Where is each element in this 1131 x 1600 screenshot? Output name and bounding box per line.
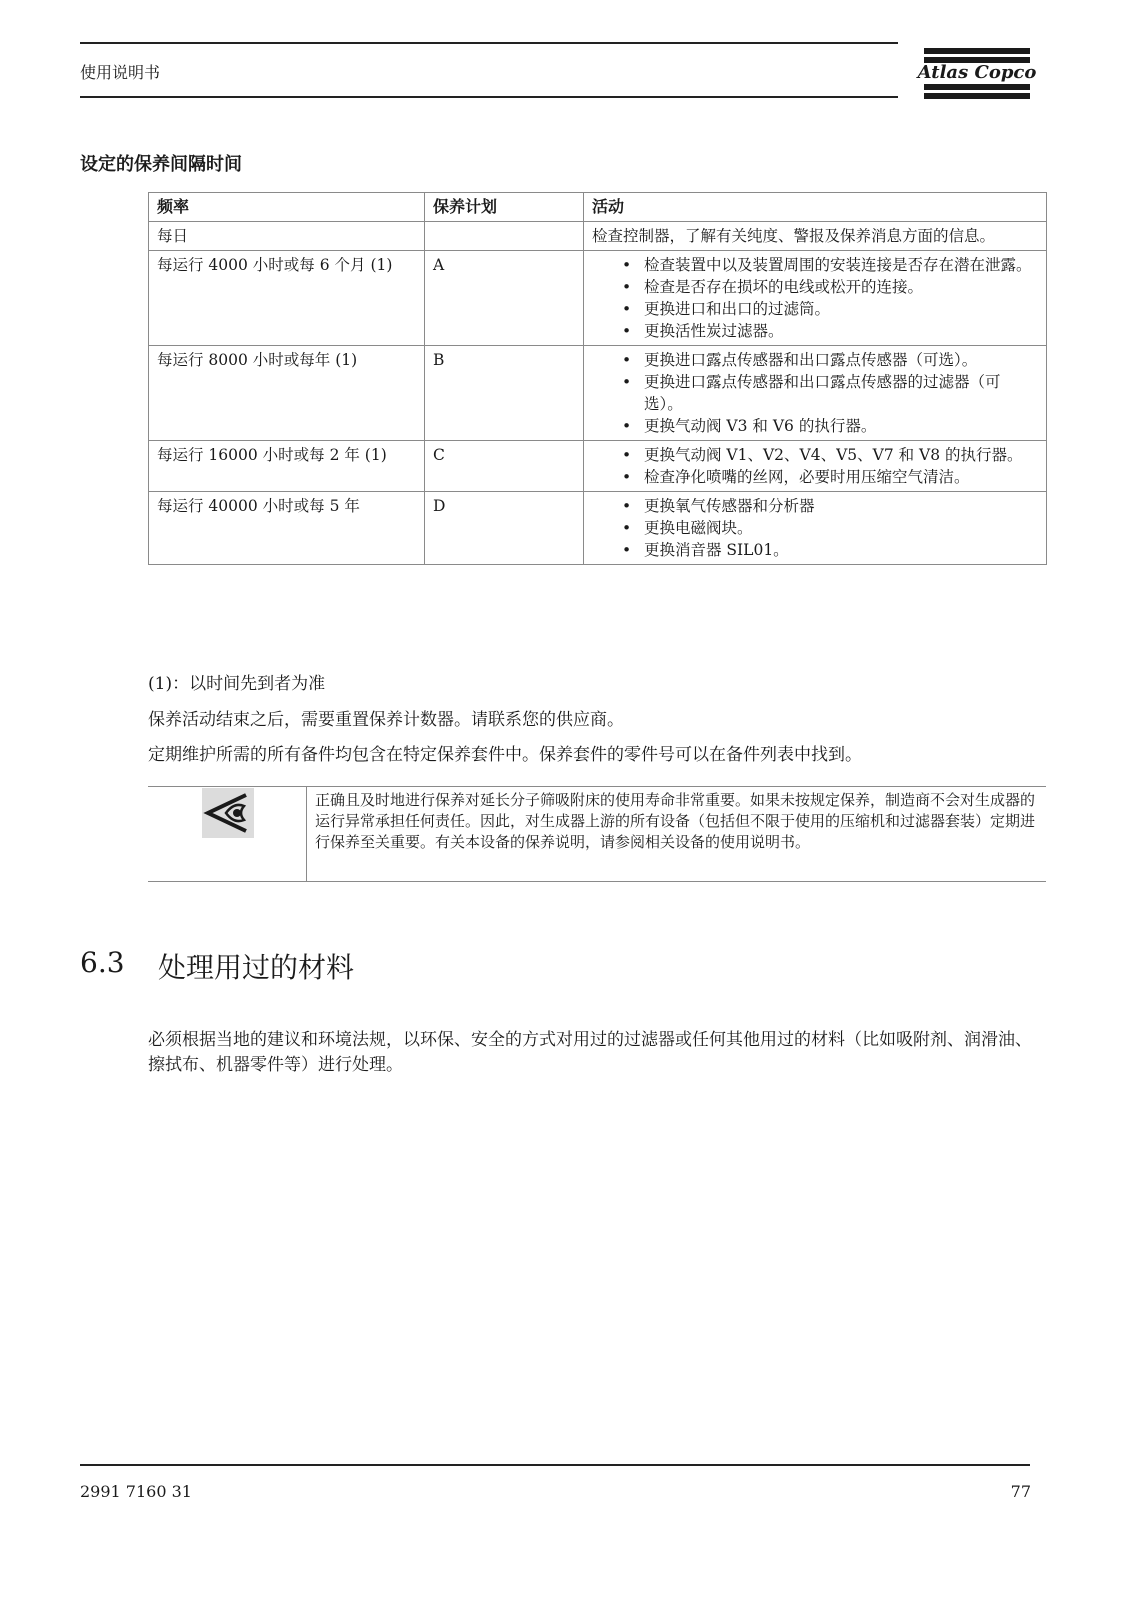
activity-item: • 更换消音器 SIL01。 (636, 539, 1038, 561)
plan-cell: B (425, 346, 584, 441)
disposal-paragraph: 必须根据当地的建议和环境法规，以环保、安全的方式对用过的过滤器或任何其他用过的材料（比如吸附剂、润滑油、擦拭布、机器零件等）进行处理。 (148, 1030, 1032, 1075)
reset-counter-paragraph: 保养活动结束之后，需要重置保养计数器。请联系您的供应商。 (148, 710, 624, 730)
table-row (149, 222, 1047, 251)
plan-cell: A (425, 251, 584, 346)
frequency-cell: 每运行 16000 小时或每 2 年 (1) (149, 441, 425, 492)
header-title: 使用说明书 (80, 63, 161, 82)
activity-cell: 检查控制器，了解有关纯度、警报及保养消息方面的信息。 (584, 222, 1047, 251)
activity-item: • 检查净化喷嘴的丝网，必要时用压缩空气清洁。 (636, 466, 1038, 488)
page-number: 77 (1010, 1482, 1031, 1501)
activity-list (592, 495, 1038, 561)
column-header-plan: 保养计划 (425, 193, 584, 222)
plan-cell: D (425, 492, 584, 565)
activity-item: • 更换气动阀 V3 和 V6 的执行器。 (636, 415, 1038, 437)
frequency-cell: 每运行 40000 小时或每 5 年 (149, 492, 425, 565)
footer-rule (80, 1464, 1030, 1466)
header-rule-bottom (80, 96, 898, 98)
activity-item: • 检查是否存在损坏的电线或松开的连接。 (636, 276, 1038, 298)
service-kits-paragraph: 定期维护所需的所有备件均包含在特定保养套件中。保养套件的零件号可以在备件列表中找到。 (148, 745, 862, 765)
activity-item: • 更换气动阀 V1、V2、V4、V5、V7 和 V8 的执行器。 (636, 444, 1038, 466)
activity-cell (584, 441, 1047, 492)
activity-item: • 更换进口和出口的过滤筒。 (636, 298, 1038, 320)
header-rule-top (80, 42, 898, 44)
activity-item: • 更换电磁阀块。 (636, 517, 1038, 539)
document-number: 2991 7160 31 (80, 1482, 192, 1501)
atlas-copco-logo (917, 46, 1037, 100)
activity-item: • 检查装置中以及装置周围的安装连接是否存在潜在泄露。 (636, 254, 1038, 276)
activity-cell (584, 492, 1047, 565)
table-row (149, 251, 1047, 346)
table-row (149, 441, 1047, 492)
table-header-row (149, 193, 1047, 222)
section-heading: 设定的保养间隔时间 (80, 154, 242, 175)
activity-list (592, 349, 1038, 437)
activity-item: • 更换活性炭过滤器。 (636, 320, 1038, 342)
read-manual-eye-icon (202, 788, 254, 838)
frequency-cell: 每运行 4000 小时或每 6 个月 (1) (149, 251, 425, 346)
plan-cell (425, 222, 584, 251)
activity-list (592, 254, 1038, 342)
activity-item: • 更换氧气传感器和分析器 (636, 495, 1038, 517)
activity-cell (584, 251, 1047, 346)
notice-divider (306, 786, 307, 882)
notice-text: 正确且及时地进行保养对延长分子筛吸附床的使用寿命非常重要。如果未按规定保养，制造商不会对生成器的运行异常承担任何责任。因此，对生成器上游的所有设备（包括但不限于使用的压缩机和过滤器套装）定期进行保养至关重要。有关本设备的保养说明，请参阅相关设备的使用说明书。 (315, 791, 1036, 851)
table-row (149, 346, 1047, 441)
activity-list (592, 444, 1038, 488)
column-header-activity: 活动 (584, 193, 1047, 222)
frequency-cell: 每日 (149, 222, 425, 251)
frequency-cell: 每运行 8000 小时或每年 (1) (149, 346, 425, 441)
plan-cell: C (425, 441, 584, 492)
table-row (149, 492, 1047, 565)
column-header-frequency: 频率 (149, 193, 425, 222)
footnote: (1)：以时间先到者为准 (148, 674, 326, 694)
section-number: 6.3 (80, 946, 125, 979)
activity-item: • 更换进口露点传感器和出口露点传感器（可选）。 (636, 349, 1038, 371)
maintenance-table (148, 192, 1047, 565)
section-title: 处理用过的材料 (158, 951, 355, 984)
svg-text:Atlas Copco: Atlas Copco (917, 62, 1037, 83)
activity-item: • 更换进口露点传感器和出口露点传感器的过滤器（可选）。 (636, 371, 1038, 415)
activity-cell (584, 346, 1047, 441)
